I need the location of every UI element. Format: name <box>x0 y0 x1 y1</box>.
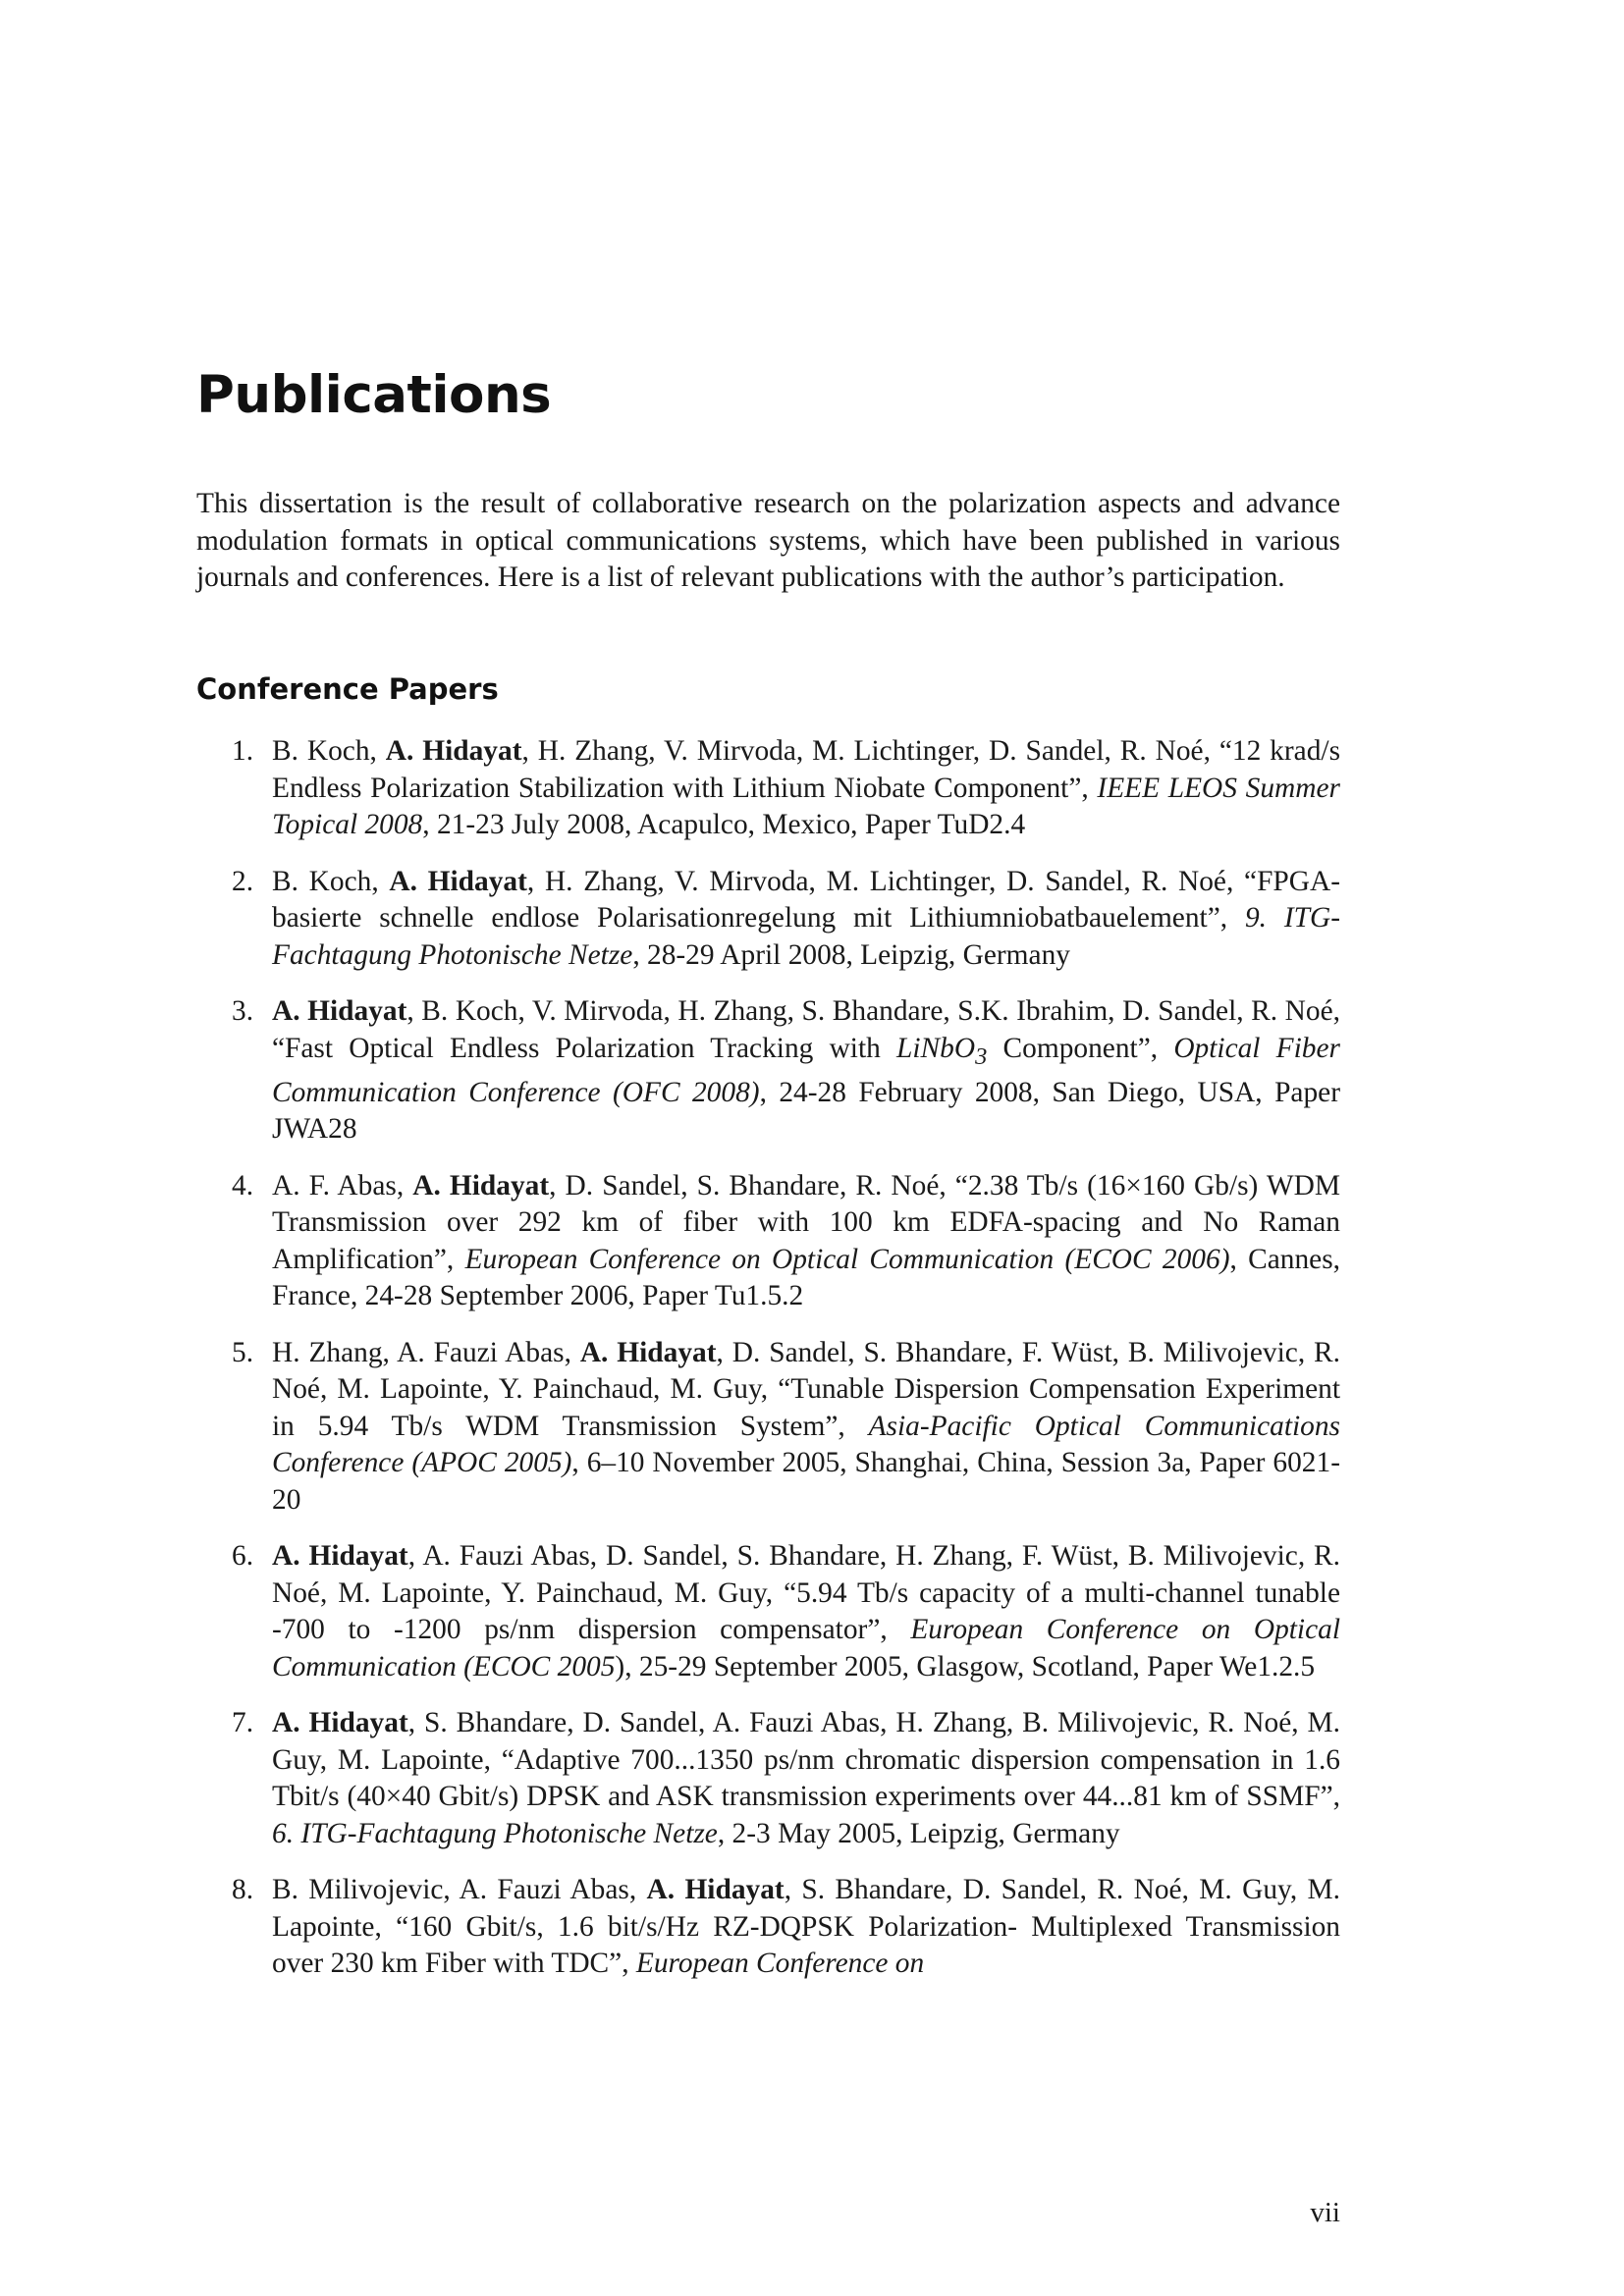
publication-title: “2.38 Tb/s (16×160 Gb/s) WDM Transmission over 292 km of fiber with 100 km EDFA-spacing and No Raman Amplification”, <box>272 1169 1340 1275</box>
publication-number: 8. <box>232 1874 254 1906</box>
publication-item <box>196 1872 1340 1983</box>
publication-venue: 6. ITG-Fachtagung Photonische Netze <box>272 1817 718 1849</box>
publication-item <box>196 1335 1340 1520</box>
document-page <box>196 0 1340 2296</box>
publication-item <box>196 864 1340 975</box>
intro-paragraph: This dissertation is the result of collaborative research on the polarization aspects and advance modulation formats in optical communications systems, which have been published in various journals and conferences. Here is a list of relevant publications with the author’s participation. <box>196 488 1340 593</box>
publication-item <box>196 1538 1340 1685</box>
publication-venue: European Conference on Optical Communication (ECOC 2005 <box>272 1614 1340 1682</box>
publication-title: “5.94 Tb/s capacity of a multi-channel tunable -700 to -1200 ps/nm dispersion compensator”, <box>272 1576 1340 1646</box>
publication-details: , 2-3 May 2005, Leipzig, Germany <box>717 1817 1120 1849</box>
publication-title: “12 krad/s Endless Polarization Stabilization with Lithium Niobate Component”, <box>272 735 1341 804</box>
publication-venue: Asia-Pacific Optical Communications Conference (APOC 2005) <box>272 1410 1340 1479</box>
publication-number: 5. <box>232 1336 254 1368</box>
publication-number: 7. <box>232 1707 254 1739</box>
publication-title: “160 Gbit/s, 1.6 bit/s/Hz RZ-DQPSK Polarization- Multiplexed Transmission over 230 km Fiber with TDC”, <box>272 1910 1340 1980</box>
page-number: vii <box>1310 2197 1340 2228</box>
publication-item <box>196 993 1340 1148</box>
highlighted-author: A. Hidayat <box>385 735 522 767</box>
publication-details: , 6–10 November 2005, Shanghai, China, Session 3a, Paper 6021-20 <box>272 1447 1340 1516</box>
publication-number: 2. <box>232 865 254 897</box>
publication-number: 1. <box>232 735 254 767</box>
publication-title: “FPGA-basierte schnelle endlose Polarisationregelung mit Lithiumniobatbauelement”, <box>272 865 1341 934</box>
publication-venue: 9. ITG-Fachtagung Photonische Netze <box>272 902 1340 971</box>
publication-venue: European Conference on Optical Communication (ECOC 2006) <box>464 1243 1230 1275</box>
publication-item <box>196 1168 1340 1315</box>
publication-authors: A. Hidayat, B. Koch, V. Mirvoda, H. Zhang, S. Bhandare, S.K. Ibrahim, D. Sandel, R. Noé, <box>272 995 1340 1027</box>
chapter-title: Publications <box>196 365 552 425</box>
publication-authors: B. Milivojevic, A. Fauzi Abas, A. Hidayat, S. Bhandare, D. Sandel, R. Noé, M. Guy, M. Lapointe, <box>272 1874 1340 1943</box>
publication-authors: A. Hidayat, A. Fauzi Abas, D. Sandel, S. Bhandare, H. Zhang, F. Wüst, B. Milivojevic, R. Noé, M. Lapointe, Y. Painchaud, M. Guy, <box>272 1540 1340 1609</box>
highlighted-author: A. Hidayat <box>272 1707 408 1739</box>
publication-title: “Tunable Dispersion Compensation Experiment in 5.94 Tb/s WDM Transmission System”, <box>272 1373 1340 1442</box>
publication-details: , 21-23 July 2008, Acapulco, Mexico, Paper TuD2.4 <box>422 809 1026 840</box>
publication-venue: European Conference on <box>635 1948 925 1980</box>
publication-authors: H. Zhang, A. Fauzi Abas, A. Hidayat, D. Sandel, S. Bhandare, F. Wüst, B. Milivojevic, R. Noé, M. Lapointe, Y. Painchaud, M. Guy, <box>272 1336 1341 1406</box>
highlighted-author: A. Hidayat <box>272 1540 408 1573</box>
publication-authors: A. F. Abas, A. Hidayat, D. Sandel, S. Bhandare, R. Noé, <box>272 1169 955 1201</box>
highlighted-author: A. Hidayat <box>272 995 407 1027</box>
chemical-formula: LiNbO$_3$ <box>896 1032 988 1070</box>
highlighted-author: A. Hidayat <box>579 1336 717 1368</box>
publication-number: 6. <box>232 1540 254 1573</box>
publication-details: , Cannes, France, 24-28 September 2006, Paper Tu1.5.2 <box>272 1243 1340 1312</box>
publication-venue: Optical Fiber Communication Conference (OFC 2008) <box>272 1032 1340 1108</box>
publication-list <box>196 733 1340 2002</box>
highlighted-author: A. Hidayat <box>646 1874 785 1906</box>
highlighted-author: A. Hidayat <box>389 865 527 897</box>
publication-number: 4. <box>232 1169 254 1201</box>
publication-title: “Adaptive 700...1350 ps/nm chromatic dispersion compensation in 1.6 Tbit/s (40×40 Gbit/s) DPSK and ASK transmission experiments over 44...81 km of SSMF”, <box>272 1743 1340 1813</box>
publication-details: , 28-29 April 2008, Leipzig, Germany <box>632 938 1070 971</box>
publication-item <box>196 733 1340 844</box>
publication-authors: A. Hidayat, S. Bhandare, D. Sandel, A. Fauzi Abas, H. Zhang, B. Milivojevic, R. Noé, M. Guy, M. Lapointe, <box>272 1707 1340 1776</box>
publication-number: 3. <box>232 995 254 1027</box>
publication-details: ), 25-29 September 2005, Glasgow, Scotland, Paper We1.2.5 <box>615 1650 1316 1682</box>
publication-title: “Fast Optical Endless Polarization Tracking with LiNbO$_3$ Component”, <box>272 1032 1174 1070</box>
publication-details: , 24-28 February 2008, San Diego, USA, Paper JWA28 <box>272 1076 1340 1146</box>
publication-venue: IEEE LEOS Summer Topical 2008 <box>272 772 1340 840</box>
publication-item <box>196 1705 1340 1852</box>
publication-authors: B. Koch, A. Hidayat, H. Zhang, V. Mirvoda, M. Lichtinger, D. Sandel, R. Noé, <box>272 735 1219 767</box>
section-title: Conference Papers <box>196 672 499 706</box>
highlighted-author: A. Hidayat <box>412 1169 550 1201</box>
publication-authors: B. Koch, A. Hidayat, H. Zhang, V. Mirvoda, M. Lichtinger, D. Sandel, R. Noé, <box>272 865 1245 897</box>
